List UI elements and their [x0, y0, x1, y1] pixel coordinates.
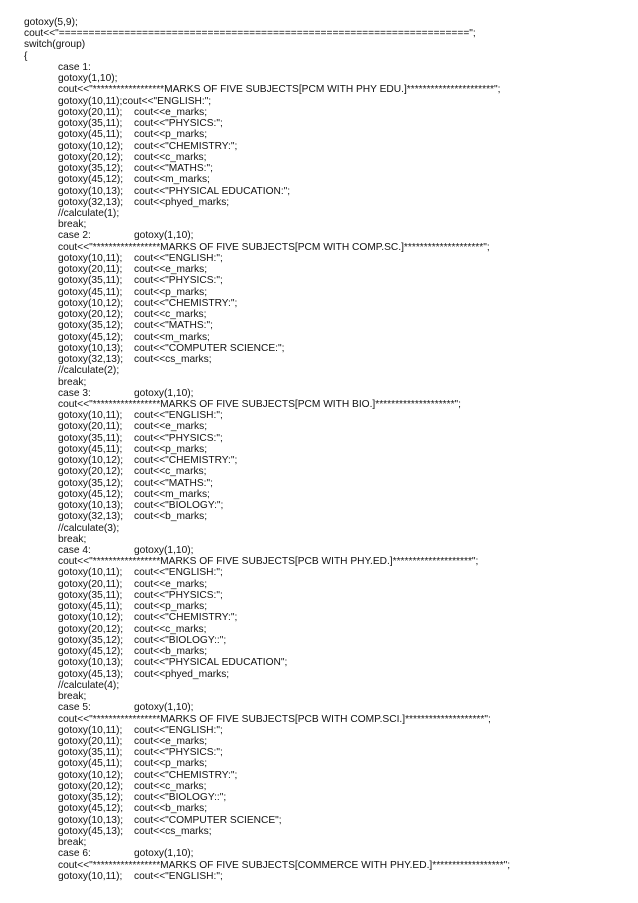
code-line-text: gotoxy(20,11); — [58, 106, 123, 118]
code-line — [24, 421, 624, 432]
code-line-text: gotoxy(35,11); — [58, 118, 123, 130]
code-line-statement: cout<<"PHYSICS:"; — [134, 432, 223, 444]
code-line — [24, 455, 624, 466]
code-line — [24, 747, 624, 758]
code-listing — [24, 17, 624, 882]
code-line — [24, 657, 624, 668]
code-line-statement: cout<<"ENGLISH:"; — [134, 252, 223, 264]
code-line-text: gotoxy(10,12); — [58, 297, 124, 309]
code-line — [24, 343, 624, 354]
code-line-text: gotoxy(20,12); — [58, 780, 124, 792]
code-line — [24, 253, 624, 264]
code-line — [24, 186, 624, 197]
code-line — [24, 377, 624, 388]
code-line — [24, 275, 624, 286]
code-line-text: gotoxy(20,12); — [58, 466, 124, 478]
code-line-text: gotoxy(10,11); — [58, 252, 123, 264]
code-line-text: gotoxy(35,12); — [58, 477, 124, 489]
code-line-statement: cout<<"PHYSICS:"; — [134, 747, 223, 759]
code-line-text: gotoxy(10,11); — [58, 410, 123, 422]
code-line-text: gotoxy(35,12); — [58, 792, 124, 804]
code-line — [24, 287, 624, 298]
code-line-statement: cout<<c_marks; — [134, 623, 207, 635]
code-line-statement: cout<<b_marks; — [134, 646, 208, 658]
code-line — [24, 534, 624, 545]
code-line-text: gotoxy(10,13); — [58, 342, 124, 354]
code-line-statement: cout<<p_marks; — [134, 129, 208, 141]
code-line-text: gotoxy(10,13); — [58, 657, 124, 669]
code-line-statement: cout<<"ENGLISH:"; — [134, 870, 223, 882]
code-line-text: gotoxy(32,13); — [58, 511, 124, 523]
code-line-text: gotoxy(35,11); — [58, 275, 123, 287]
code-line — [24, 264, 624, 275]
code-line — [24, 601, 624, 612]
code-line — [24, 590, 624, 601]
code-line — [24, 691, 624, 702]
code-line-statement: cout<<"ENGLISH:"; — [134, 567, 223, 579]
code-line — [24, 646, 624, 657]
code-line — [24, 174, 624, 185]
code-line-statement: gotoxy(1,10); — [134, 545, 194, 557]
code-line — [24, 781, 624, 792]
code-line-statement: cout<<c_marks; — [134, 151, 207, 163]
code-line — [24, 73, 624, 84]
code-line-text: break; — [58, 376, 87, 388]
code-line-statement: cout<<e_marks; — [134, 106, 208, 118]
code-line-statement: cout<<"ENGLISH:"; — [134, 410, 223, 422]
code-line — [24, 466, 624, 477]
code-line-text: gotoxy(45,13); — [58, 668, 124, 680]
code-line — [24, 39, 624, 50]
code-line — [24, 163, 624, 174]
code-line-statement: cout<<"CHEMISTRY:"; — [134, 140, 238, 152]
code-line-statement: cout<<"MATHS:"; — [134, 477, 213, 489]
code-line — [24, 612, 624, 623]
code-line — [24, 62, 624, 73]
code-line — [24, 388, 624, 399]
code-line — [24, 365, 624, 376]
code-line-text: //calculate(2); — [58, 365, 120, 377]
code-line-statement: cout<<e_marks; — [134, 421, 208, 433]
code-line-statement: cout<<m_marks; — [134, 174, 210, 186]
code-line-text: gotoxy(32,13); — [58, 354, 124, 366]
code-line — [24, 298, 624, 309]
code-line-statement: cout<<e_marks; — [134, 736, 208, 747]
code-line-text: gotoxy(10,13); — [58, 500, 124, 512]
code-line — [24, 500, 624, 511]
code-line — [24, 826, 624, 837]
code-line-statement: gotoxy(1,10); — [134, 702, 194, 714]
code-line — [24, 219, 624, 230]
code-line-statement: cout<<"ENGLISH:"; — [134, 724, 223, 736]
code-line — [24, 107, 624, 118]
code-line — [24, 309, 624, 320]
code-line-text: gotoxy(45,11); — [58, 286, 123, 298]
code-line — [24, 399, 624, 410]
code-line — [24, 624, 624, 635]
code-line-statement: cout<<e_marks; — [134, 578, 208, 590]
code-line-text: { — [24, 50, 28, 62]
code-line-statement: cout<<"PHYSICS:"; — [134, 275, 223, 287]
code-line-text: gotoxy(35,11); — [58, 747, 123, 759]
code-line-statement: cout<<b_marks; — [134, 803, 208, 815]
code-line — [24, 556, 624, 567]
code-line — [24, 141, 624, 152]
code-line — [24, 702, 624, 713]
code-line — [24, 837, 624, 848]
code-line — [24, 860, 624, 871]
code-line-text: gotoxy(45,11); — [58, 443, 123, 455]
code-line-text: break; — [58, 219, 87, 231]
code-line-statement: cout<<phyed_marks; — [134, 668, 230, 680]
code-line-text: gotoxy(45,12); — [58, 803, 124, 815]
code-line-text: case 6: — [58, 848, 91, 860]
code-line — [24, 815, 624, 826]
code-line-text: gotoxy(35,12); — [58, 320, 124, 332]
code-line-statement: cout<<"BIOLOGY::"; — [134, 792, 227, 804]
code-line — [24, 197, 624, 208]
code-line-text: gotoxy(5,9); — [24, 17, 78, 28]
code-line-text: gotoxy(45,13); — [58, 825, 124, 837]
code-line — [24, 680, 624, 691]
code-line — [24, 567, 624, 578]
code-line-text: gotoxy(45,11); — [58, 758, 123, 770]
code-line-text: gotoxy(35,11); — [58, 432, 123, 444]
code-line-text: gotoxy(10,11); — [58, 724, 123, 736]
code-line-text: gotoxy(20,12); — [58, 151, 124, 163]
code-line-text: //calculate(1); — [58, 207, 120, 219]
code-line-statement: cout<<c_marks; — [134, 309, 207, 321]
code-line-statement: cout<<"CHEMISTRY:"; — [134, 455, 238, 467]
code-line-statement: cout<<"COMPUTER SCIENCE:"; — [134, 342, 285, 354]
code-line — [24, 129, 624, 140]
code-line-text: gotoxy(35,11); — [58, 589, 123, 601]
code-line — [24, 725, 624, 736]
code-line — [24, 51, 624, 62]
code-line — [24, 444, 624, 455]
code-line — [24, 230, 624, 241]
code-line-statement: cout<<p_marks; — [134, 286, 208, 298]
code-line-text: gotoxy(35,12); — [58, 163, 124, 175]
code-line — [24, 523, 624, 534]
code-line — [24, 714, 624, 725]
code-line-text: cout<<"******************MARKS OF FIVE SUBJECTS[PCM WITH PHY EDU.]**********************"; — [58, 84, 501, 96]
code-line — [24, 433, 624, 444]
code-line-text: cout<<"*****************MARKS OF FIVE SUBJECTS[PCM WITH COMP.SC.]********************"; — [58, 241, 490, 253]
code-line — [24, 545, 624, 556]
code-line-text: //calculate(4); — [58, 679, 120, 691]
code-line-statement: cout<<b_marks; — [134, 511, 208, 523]
code-line-statement: cout<<"PHYSICAL EDUCATION:"; — [134, 185, 291, 197]
code-line-text: case 5: — [58, 702, 91, 714]
code-line-text: gotoxy(35,12); — [58, 634, 124, 646]
code-line — [24, 84, 624, 95]
code-line-text: break; — [58, 837, 87, 849]
code-line — [24, 736, 624, 747]
code-line-statement: cout<<"CHEMISTRY:"; — [134, 769, 238, 781]
code-line — [24, 96, 624, 107]
code-line — [24, 152, 624, 163]
code-line-statement: cout<<"PHYSICS:"; — [134, 589, 223, 601]
code-line — [24, 208, 624, 219]
code-line-statement: cout<<c_marks; — [134, 466, 207, 478]
code-line-text: gotoxy(20,12); — [58, 623, 124, 635]
code-line-text: break; — [58, 691, 87, 703]
code-line — [24, 17, 624, 28]
code-line-statement: cout<<p_marks; — [134, 758, 208, 770]
code-line-statement: cout<<m_marks; — [134, 331, 210, 343]
code-line — [24, 354, 624, 365]
code-line-text: gotoxy(20,11); — [58, 264, 123, 276]
code-line — [24, 489, 624, 500]
code-line-text: gotoxy(10,11); — [58, 567, 123, 579]
code-line-statement: cout<<"BIOLOGY:"; — [134, 500, 224, 512]
code-line-text: gotoxy(10,11);cout<<"ENGLISH:"; — [58, 95, 212, 107]
code-line-text: gotoxy(20,11); — [58, 421, 123, 433]
code-line-text: gotoxy(45,12); — [58, 488, 124, 500]
code-line-text: gotoxy(45,11); — [58, 129, 123, 141]
code-line — [24, 511, 624, 522]
code-line-statement: cout<<cs_marks; — [134, 354, 212, 366]
code-line-statement: cout<<"MATHS:"; — [134, 320, 213, 332]
code-line-text: gotoxy(10,13); — [58, 814, 124, 826]
code-line-text: gotoxy(45,12); — [58, 174, 124, 186]
code-line-statement: cout<<p_marks; — [134, 601, 208, 613]
code-line — [24, 320, 624, 331]
code-line-text: cout<<"====================================================================="; — [24, 28, 476, 40]
code-line — [24, 758, 624, 769]
code-line-text: case 3: — [58, 387, 91, 399]
code-line — [24, 118, 624, 129]
code-line-statement: cout<<"PHYSICAL EDUCATION"; — [134, 657, 288, 669]
code-line-text: gotoxy(10,12); — [58, 612, 124, 624]
code-line-text: case 1: — [58, 61, 91, 73]
code-line-statement: cout<<m_marks; — [134, 488, 210, 500]
code-line-statement: cout<<p_marks; — [134, 443, 208, 455]
code-line-text: gotoxy(45,12); — [58, 331, 124, 343]
code-line-text: cout<<"*****************MARKS OF FIVE SUBJECTS[PCM WITH BIO.]********************"; — [58, 398, 461, 410]
code-line — [24, 792, 624, 803]
code-line-text: gotoxy(10,12); — [58, 140, 124, 152]
code-line-text: gotoxy(1,10); — [58, 73, 118, 85]
code-line-text: cout<<"*****************MARKS OF FIVE SUBJECTS[COMMERCE WITH PHY.ED.]******************"; — [58, 859, 511, 871]
code-line-text: gotoxy(10,12); — [58, 769, 124, 781]
code-line-statement: cout<<c_marks; — [134, 780, 207, 792]
code-line-statement: cout<<cs_marks; — [134, 825, 212, 837]
code-line — [24, 770, 624, 781]
code-line-text: case 2: — [58, 230, 91, 242]
code-line-text: gotoxy(20,12); — [58, 309, 124, 321]
code-line — [24, 669, 624, 680]
code-line — [24, 478, 624, 489]
code-line-text: gotoxy(20,11); — [58, 578, 123, 590]
code-line-statement: cout<<"CHEMISTRY:"; — [134, 297, 238, 309]
code-line — [24, 332, 624, 343]
code-line-text: gotoxy(45,11); — [58, 601, 123, 613]
code-line-statement: cout<<phyed_marks; — [134, 196, 230, 208]
code-line-statement: cout<<e_marks; — [134, 264, 208, 276]
code-line-statement: cout<<"PHYSICS:"; — [134, 118, 223, 130]
code-line-statement: cout<<"MATHS:"; — [134, 163, 213, 175]
code-line — [24, 871, 624, 882]
code-line — [24, 28, 624, 39]
code-line-text: gotoxy(10,12); — [58, 455, 124, 467]
code-line-text: gotoxy(10,11); — [58, 870, 123, 882]
code-line-statement: gotoxy(1,10); — [134, 230, 194, 242]
code-line-statement: cout<<"COMPUTER SCIENCE"; — [134, 814, 282, 826]
code-line — [24, 242, 624, 253]
code-line — [24, 635, 624, 646]
code-line — [24, 803, 624, 814]
code-line-text: gotoxy(32,13); — [58, 196, 124, 208]
code-line-statement: gotoxy(1,10); — [134, 848, 194, 860]
code-line-statement: cout<<"BIOLOGY::"; — [134, 634, 227, 646]
code-line-text: break; — [58, 533, 87, 545]
code-line-text: cout<<"*****************MARKS OF FIVE SUBJECTS[PCB WITH COMP.SCI.]********************"; — [58, 713, 491, 725]
code-line-text: switch(group) — [24, 39, 86, 51]
code-line-statement: cout<<"CHEMISTRY:"; — [134, 612, 238, 624]
code-line-text: gotoxy(10,13); — [58, 185, 124, 197]
code-line-text: //calculate(3); — [58, 522, 120, 534]
code-line-text: cout<<"*****************MARKS OF FIVE SUBJECTS[PCB WITH PHY.ED.]********************"; — [58, 556, 479, 568]
code-line-text: gotoxy(20,11); — [58, 736, 123, 747]
code-line-text: case 4: — [58, 545, 91, 557]
code-line — [24, 410, 624, 421]
code-line — [24, 579, 624, 590]
code-line-statement: gotoxy(1,10); — [134, 387, 194, 399]
code-line — [24, 848, 624, 859]
code-line-text: gotoxy(45,12); — [58, 646, 124, 658]
